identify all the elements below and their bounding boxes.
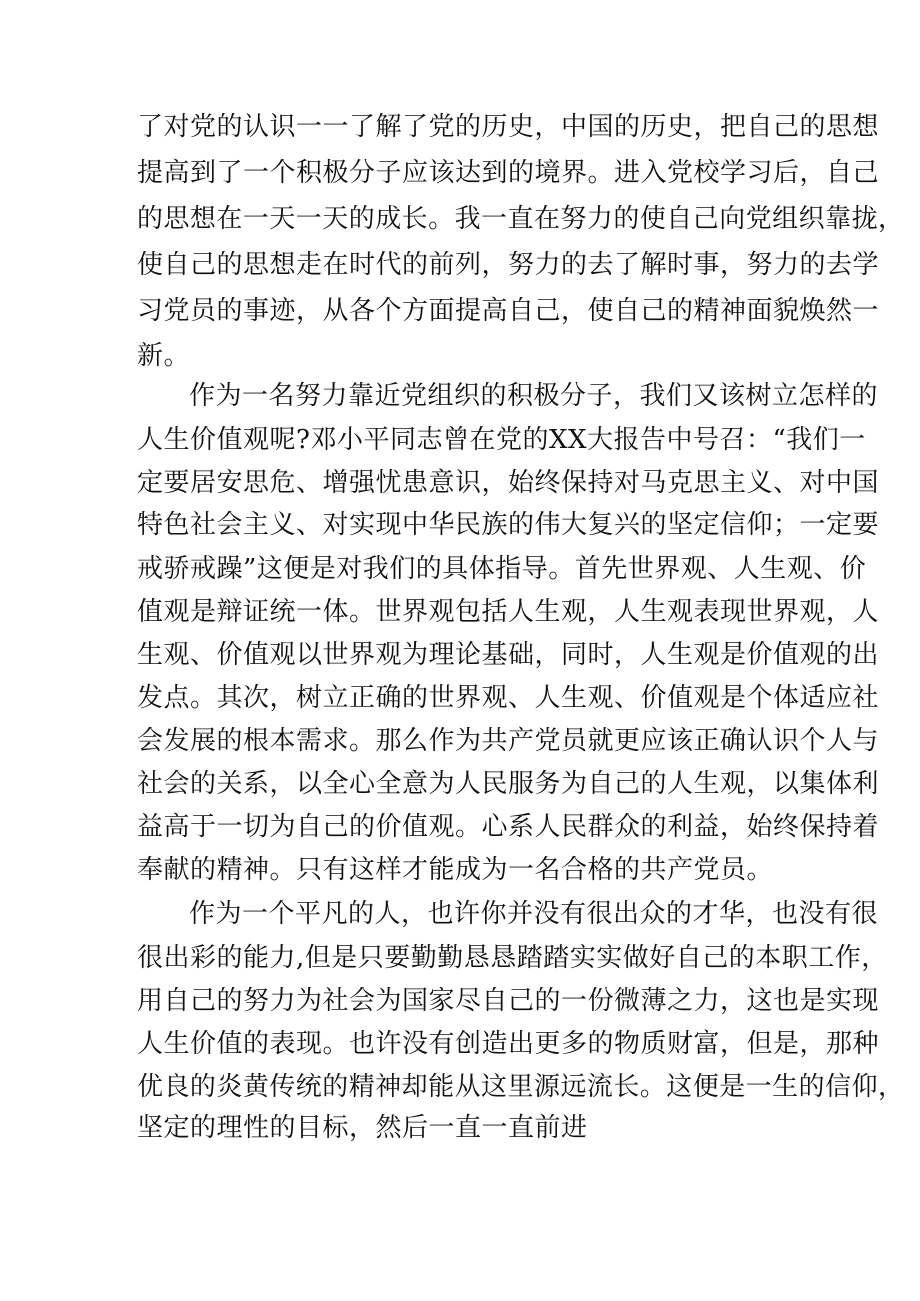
text-line: 值观是辩证统一体。世界观包括人生观，人生观表现世界观，人 [137,597,880,627]
paragraph-start-line: 作为一个平凡的人，也许你并没有很出众的才华，也没有很 [189,899,879,929]
text-line: 生观、价值观以世界观为理论基础，同时，人生观是价值观的出 [137,640,880,670]
text-line: 优良的炎黄传统的精神却能从这里源远流长。这便是一生的信仰， [137,1072,905,1102]
text-line: 了对党的认识一一了解了党的历史，中国的历史，把自己的思想 [137,112,880,142]
text-line: 发点。其次，树立正确的世界观、人生观、价值观是个体适应社 [137,683,880,713]
text-line: 的思想在一天一天的成长。我一直在努力的使自己向党组织靠拢， [137,204,905,234]
text-line: 坚定的理性的目标，然后一直一直前进 [137,1113,588,1143]
text-line: 益高于一切为自己的价值观。心系人民群众的利益，始终保持着 [137,812,880,842]
text-line: 提高到了一个积极分子应该达到的境界。进入党校学习后，自己 [137,158,880,188]
text-line: 使自己的思想走在时代的前列，努力的去了解时事，努力的去学 [137,250,880,280]
text-line: 用自己的努力为社会为国家尽自己的一份微薄之力，这也是实现 [137,986,880,1016]
text-line: 社会的关系，以全心全意为人民服务为自己的人生观，以集体利 [137,769,880,799]
text-line: 特色社会主义、对实现中华民族的伟大复兴的坚定信仰；一定要 [137,510,880,540]
text-line: 人生价值观呢?邓小平同志曾在党的XX大报告中号召：“我们一 [137,425,866,455]
text-line: 人生价值的表现。也许没有创造出更多的物质财富，但是，那种 [137,1029,880,1059]
paragraph-start-line: 作为一名努力靠近党组织的积极分子，我们又该树立怎样的 [189,381,879,411]
text-line: 奉献的精神。只有这样才能成为一名合格的共产党员。 [137,855,774,885]
text-line: 定要居安思危、增强忧患意识，始终保持对马克思主义、对中国 [137,468,880,498]
text-line: 会发展的根本需求。那么作为共产党员就更应该正确认识个人与 [137,726,880,756]
text-line: 新。 [137,341,191,371]
text-line: 很出彩的能力,但是只要勤勤恳恳踏踏实实做好自己的本职工作， [137,943,888,973]
text-line: 习党员的事迹，从各个方面提高自己，使自己的精神面貌焕然一 [137,296,880,326]
text-line: 戒骄戒躁”这便是对我们的具体指导。首先世界观、人生观、价 [137,554,867,584]
